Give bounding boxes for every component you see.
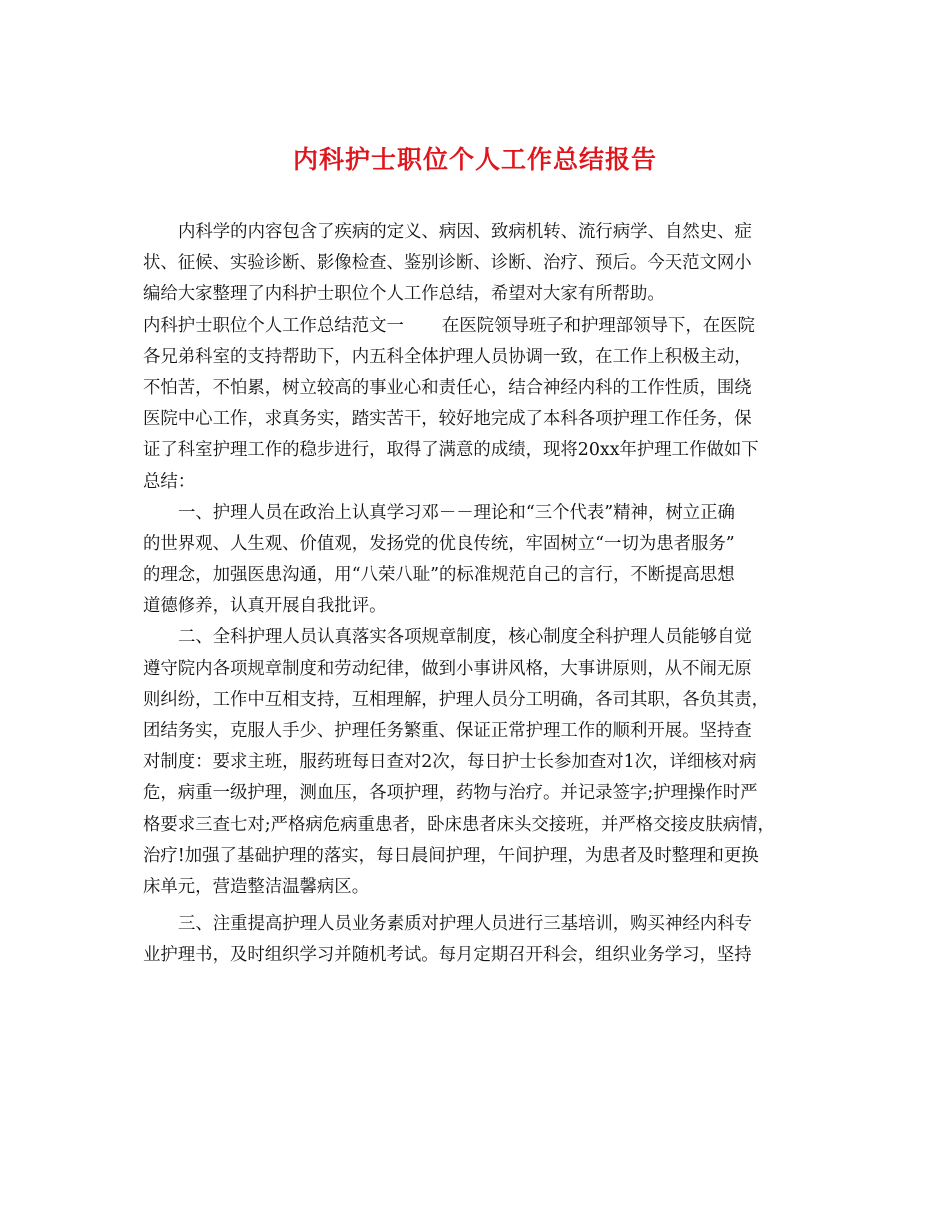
document-title: 内科护士职位个人工作总结报告 (292, 145, 657, 174)
paragraph-3-line-2: 的世界观、人生观、价值观，发扬党的优良传统，牢固树立“一切为患者服务” (143, 533, 735, 554)
paragraph-4-line-1: 二、全科护理人员认真落实各项规章制度，核心制度全科护理人员能够自觉 (178, 627, 752, 648)
paragraph-2-line-1 (143, 311, 813, 342)
paragraph-3-line-3: 的理念，加强医患沟通，用“八荣八耻”的标准规范自己的言行，不断提高思想 (143, 565, 735, 586)
paragraph-2-line-2: 各兄弟科室的支持帮助下，内五科全体护理人员协调一致，在工作上积极主动， (143, 346, 752, 367)
paragraph-2-line-6: 总结： (143, 471, 196, 492)
section-heading: 内科护士职位个人工作总结范文一 (143, 315, 404, 336)
paragraph-4-line-9: 床单元，营造整洁温馨病区。 (143, 876, 370, 897)
paragraph-4-line-3: 则纠纷，工作中互相支持，互相理解，护理人员分工明确，各司其职，各负其责， (143, 689, 770, 710)
paragraph-4-line-8: 治疗!加强了基础护理的落实，每日晨间护理，午间护理，为患者及时整理和更换 (143, 845, 759, 866)
paragraph-4-line-4: 团结务实，克服人手少、护理任务繁重、保证正常护理工作的顺利开展。坚持查 (143, 721, 752, 741)
paragraph-1-line-3: 编给大家整理了内科护士职位个人工作总结，希望对大家有所帮助。 (143, 284, 665, 305)
paragraph-4-line-7: 格要求三查七对;严格病危病重患者，卧床患者床头交接班，并严格交接皮肤病情， (143, 814, 775, 835)
document-body (143, 217, 813, 972)
paragraph-2-line-5: 证了科室护理工作的稳步进行，取得了满意的成绩，现将20xx年护理工作做如下 (143, 440, 759, 461)
paragraph-1-line-1: 内科学的内容包含了疾病的定义、病因、致病机转、流行病学、自然史、症 (178, 222, 752, 242)
paragraph-5-line-2: 业护理书，及时组织学习并随机考试。每月定期召开科会，组织业务学习，坚持 (143, 945, 752, 966)
paragraph-1-line-2: 状、征候、实验诊断、影像检查、鉴别诊断、诊断、治疗、预后。今天范文网小 (143, 253, 752, 274)
paragraph-3-line-1: 一、护理人员在政治上认真学习邓－－理论和“三个代表”精神，树立正确 (178, 502, 735, 523)
paragraph-4-line-2: 遵守院内各项规章制度和劳动纪律，做到小事讲风格，大事讲原则，从不闹无原 (143, 658, 752, 679)
paragraph-5-line-1: 三、注重提高护理人员业务素质对护理人员进行三基培训，购买神经内科专 (178, 914, 752, 935)
paragraph-3-line-4: 道德修养，认真开展自我批评。 (143, 596, 387, 617)
paragraph-2-line-4: 医院中心工作，求真务实，踏实苦干，较好地完成了本科各项护理工作任务，保 (143, 409, 752, 430)
paragraph-2-line-3: 不怕苦，不怕累，树立较高的事业心和责任心，结合神经内科的工作性质，围绕 (143, 377, 752, 398)
paragraph-2-line-1-text: 在医院领导班子和护理部领导下，在医院 (441, 315, 755, 336)
paragraph-4-line-5: 对制度：要求主班，服药班每日查对2次，每日护士长参加查对1次，详细核对病 (143, 752, 757, 773)
paragraph-4-line-6: 危，病重一级护理，测血压，各项护理，药物与治疗。并记录签字;护理操作时严 (143, 783, 758, 804)
